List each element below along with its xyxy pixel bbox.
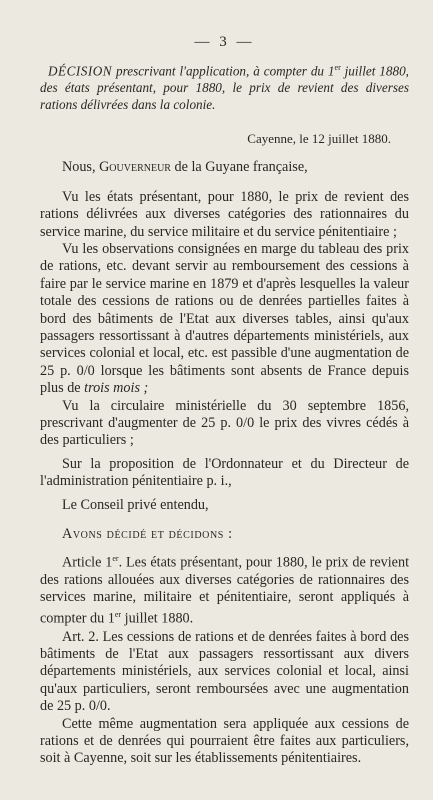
decision-text-2: juillet 1880, des états présentant, pour 1880, le prix de revient des diverses rations délivrées dans la colonie.	[40, 63, 409, 113]
decision-title	[40, 59, 409, 113]
place-date: Cayenne, le 12 juillet 1880.	[247, 131, 391, 147]
preamble-end: de la Guyane française,	[174, 159, 308, 176]
vu-paragraph-2	[40, 241, 409, 398]
preamble	[40, 159, 409, 176]
article-1-end: juillet 1880.	[124, 611, 194, 628]
article-1-text: . Les états présentant, pour 1880, le prix de revient des rations allouées aux diverses catégories de rationnaires des services marine, militaire et pénitentiaire, seront appliqués à compter du 1	[40, 554, 410, 628]
preamble-title: Gouverneur	[99, 159, 171, 176]
article-2-continued: Cette même augmentation sera appliquée aux cessions de rations et de denrées qui pourraient être faites aux particuliers, soit à Cayenne, soit sur les établissements pénitentiaires.	[40, 715, 409, 767]
article-1-sup-2: er	[114, 610, 122, 620]
vu-paragraph-1: Vu les états présentant, pour 1880, le prix de revient des rations délivrées aux diverses catégories des rationnaires du service marine, du service militaire et du service pénitentiaire ;	[40, 188, 409, 240]
vu-paragraph-2-text: Vu les observations consignées en marge du tableau des prix de rations, etc. devant servir au remboursement des cessions à faire par le service marine en 1879 et d'après lesquelles la valeur totale des cessions de rations ou de denrées partielles faites à bord des bâtiments de l'Etat aux diverses tables, ainsi qu'aux passagers ressortissant à d'autres départements ministériels, aux services colonial et local, etc. est passible d'une augmentation de 25 p. 0/0 lorsque les bâtiments sont absents de France depuis plus de	[40, 241, 409, 397]
article-1	[40, 550, 409, 629]
decision-text-1: prescrivant l'application, à compter du 1	[115, 63, 335, 79]
vu-paragraph-3: Vu la circulaire ministérielle du 30 septembre 1856, prescrivant d'augmenter de 25 p. 0/0 le prix des vivres cédés à des particuliers ;	[40, 397, 409, 449]
proposition-paragraph: Sur la proposition de l'Ordonnateur et du Directeur de l'administration pénitentiaire p. i.,	[40, 455, 409, 490]
decision-label: DÉCISION	[48, 63, 113, 79]
decision-sup: er	[334, 63, 341, 72]
article-1-start: Article 1	[62, 554, 113, 571]
conseil-paragraph: Le Conseil privé entendu,	[62, 496, 209, 513]
preamble-start: Nous,	[62, 159, 96, 176]
decision-body	[40, 159, 409, 767]
article-1-sup: er	[112, 553, 119, 563]
vu-paragraph-2-italic: trois mois ;	[84, 380, 149, 397]
avons-decide-heading: Avons décidé et décidons :	[62, 526, 233, 543]
page-number: — 3 —	[194, 34, 255, 50]
article-2: Art. 2. Les cessions de rations et de denrées faites à bord des bâtiments de l'Etat aux passagers ressortissant aux divers départements ministériels, aux services colonial et local, ainsi qu'aux particuliers, seront remboursées avec une augmentation de 25 p. 0/0.	[40, 628, 409, 715]
